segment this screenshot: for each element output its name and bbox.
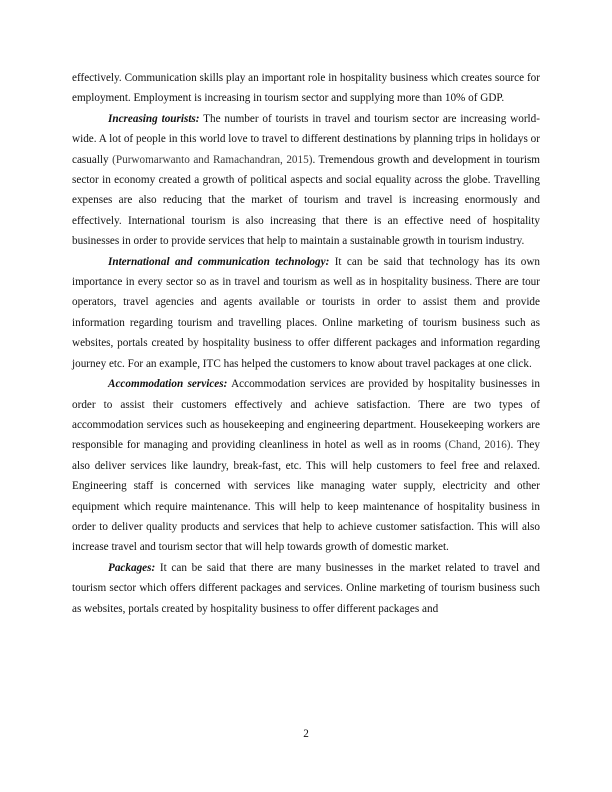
paragraph-text: It can be said that there are many businesses in the market related to travel and tourism sector which offers different packages and services. Online marketing of tourism business such as websites, portals created by hospitality business to offer different packages and	[72, 561, 540, 615]
paragraph-increasing-tourists	[72, 109, 540, 252]
run-in-heading: Increasing tourists:	[108, 112, 200, 125]
paragraph-text: effectively. Communication skills play an important role in hospitality business which creates source for employment. Employment is increasing in tourism sector and supplying more than 10% of GDP.	[72, 72, 540, 105]
citation: (Chand, 2016)	[444, 439, 511, 452]
page-number: 2	[303, 728, 309, 740]
paragraph-communication-technology	[72, 252, 540, 374]
paragraph-text: It can be said that technology has its own importance in every sector so as in travel and tourism as well as in hospitality business. There are tour operators, travel agencies and agents available or tourists in order to assist them and provide information regarding tourism and travelling places. Online marketing of tourism business such as websites, portals created by hospitality business to offer different packages and information regarding journey etc. For an example, ITC has helped the customers to know about travel packages at one click.	[72, 255, 540, 370]
paragraph-packages	[72, 558, 540, 619]
paragraph-accommodation-services	[72, 374, 540, 558]
citation: (Purwomarwanto and Ramachandran, 2015)	[112, 153, 313, 166]
paragraph-text: . They also deliver services like laundry, break-fast, etc. This will help customers to feel free and relaxed. Engineering staff is concerned with services like managing water supply, electricity and other equipment which require maintenance. This will help to keep maintenance of hospitality business in order to deliver quality products and services that help to achieve customer satisfaction. This will also increase travel and tourism sector that will help towards growth of domestic market.	[72, 439, 540, 554]
paragraph-text: . Tremendous growth and development in tourism sector in economy created a growth of political aspects and social equality across the globe. Travelling expenses are also reducing that the market of tourism and travel is increasing enormously and effectively. International tourism is also increasing that there is an effective need of hospitality businesses in order to provide services that help to maintain a sustainable growth in tourism industry.	[72, 153, 541, 248]
paragraph-employment	[72, 68, 540, 109]
run-in-heading: Accommodation services:	[108, 378, 228, 391]
body-text	[72, 68, 540, 619]
run-in-heading: Packages:	[108, 561, 156, 574]
paragraph-text: The number of tourists in travel and tourism sector are increasing world-wide. A lot of people in this world love to travel to different destinations by planning trips in holidays or casually	[72, 112, 540, 166]
paragraph-text: Accommodation services are provided by hospitality businesses in order to assist their customers effectively and achieve satisfaction. There are two types of accommodation services such as housekeeping and engineering department. Housekeeping workers are responsible for managing and providing cleanliness in hotel as well as in rooms	[72, 378, 540, 452]
run-in-heading: International and communication technology:	[108, 255, 330, 268]
